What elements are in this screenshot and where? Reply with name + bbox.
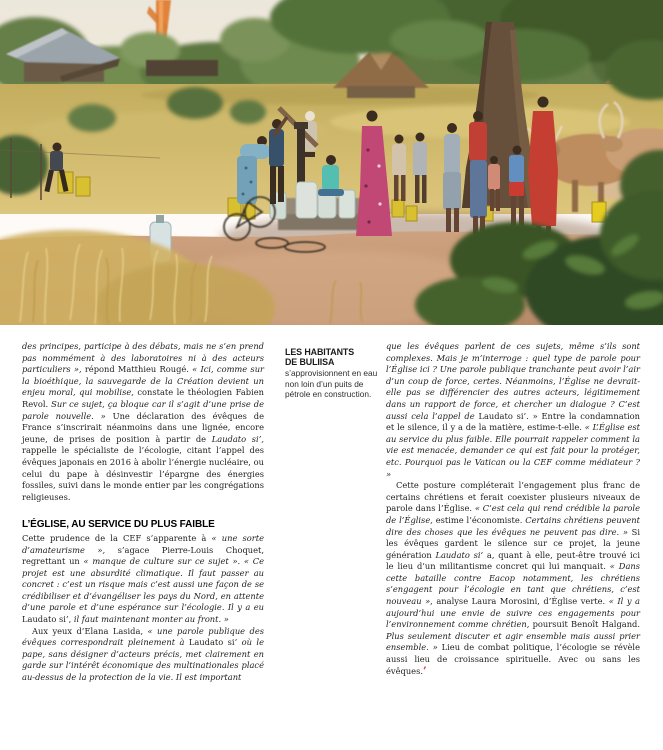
paragraph: Aux yeux d’Elana Lasida, « une parole publique des évêques correspondrait pleinement à Laudato si’ où le pape, sans désigner d’acteurs précis, met clairement en garde sur l’intérêt économique des multinationales placé au-dessus de la protection de la vie. Il est important <box>22 625 265 683</box>
article-column-left <box>22 341 264 684</box>
article-photo <box>0 0 663 325</box>
paragraph: que les évêques parlent de ces sujets, même s’ils sont complexes. Mais je m’interroge : quel type de parole pour l’Église ici ? Une parole publique tranchante peut avoir l’air d’un coup de force, certes. Néanmoins, l’Église ne devrait-elle pas se différencier des autres acteurs, légitimement dans un rapport de force, et chercher un dialogue ? C’est aussi cela l’appel de Laudato si’. » Entre la condamnation et le silence, il y a de la matière, estime-t-elle. « L’Église est au service du plus faible. Elle pourrait rappeler comment la vie est menacée, demander ce qui est fait pour la protéger, etc. Pourquoi pas le Vatican ou la CEF comme médiateur ? » <box>386 341 640 479</box>
article-column-right <box>386 341 640 677</box>
paragraph: Cette prudence de la CEF s’apparente à « une sorte d’amateurisme », s’agace Pierre-Louis Choquet, regrettant un « manque de culture sur ce sujet ». « Ce projet est une absurdité climatique. Il faut passer au concret : c’est un risque mais c’est aussi une façon de se crédibiliser et d’évangéliser les pays du Nord, en attente d’une parole et d’une espérance sur l’écologie. Il y a eu Laudato si’, il faut maintenant monter au front. » <box>22 532 264 625</box>
warm-overlay <box>0 0 663 325</box>
photo-caption <box>285 347 382 399</box>
caption-body: s’approvisionnent en eau non loin d’un puits de pétrole en construction. <box>285 368 378 399</box>
closing-quote-mark: ’ <box>422 664 427 677</box>
caption-title-line1: LES HABITANTS <box>285 347 355 357</box>
paragraph: des principes, participe à des débats, mais ne s’en prend pas nommément à des laboratoires ni à des acteurs particuliers », répond Matthieu Rougé. « Ici, comme sur la bioéthique, la sauvegarde de la Création devient un enjeu moral, qui mobilise, constate le théologien Fabien Revol. Sur ce sujet, ça bloque car il s’agit d’une prise de parole nouvelle. » Une déclaration des évêques de France s’inscrirait néanmoins dans une lignée, encore jeune, de prises de position à partir de Laudato si’, rappelle le spécialiste de l’écologie, citant l’appel des évêques japonais en 2016 à abolir l’énergie nucléaire, ou celui du pape à désinvestir l’épargne des énergies fossiles, suivi dans le monde entier par les congrégations religieuses. <box>22 341 265 502</box>
section-heading: L’ÉGLISE, AU SERVICE DU PLUS FAIBLE <box>22 519 215 531</box>
paragraph: Cette posture compléterait l’engagement plus franc de certains chrétiens et ferait coexister plusieurs niveaux de parole dans l’Église. « C’est cela qui rend crédible la parole de l’Église, estime l’économiste. Certains chrétiens peuvent dire des choses que les évêques ne peuvent pas dire. » Si les évêques gardent le silence sur ce projet, la jeune génération Laudato si’ a, quant à elle, peut-être trouvé ici le lieu d’un militantisme concret qui lui manquait. « Dans cette bataille contre Eacop notamment, les chrétiens s’engagent pour l’écologie en tant que chrétiens, c’est nouveau », analyse Laura Morosini, d’Église verte. « Il y a aujourd’hui une envie de suivre ces engagements pour l’environnement comme chrétien, poursuit Benoît Halgand. Plus seulement discuter et agir ensemble mais aussi prier ensemble. » Lieu de combat politique, l’écologie se révèle aussi lieu de croissance spirituelle. Avec ou sans les évêques.’ <box>386 480 641 677</box>
caption-title-line2: DE BULIISA <box>285 357 335 368</box>
